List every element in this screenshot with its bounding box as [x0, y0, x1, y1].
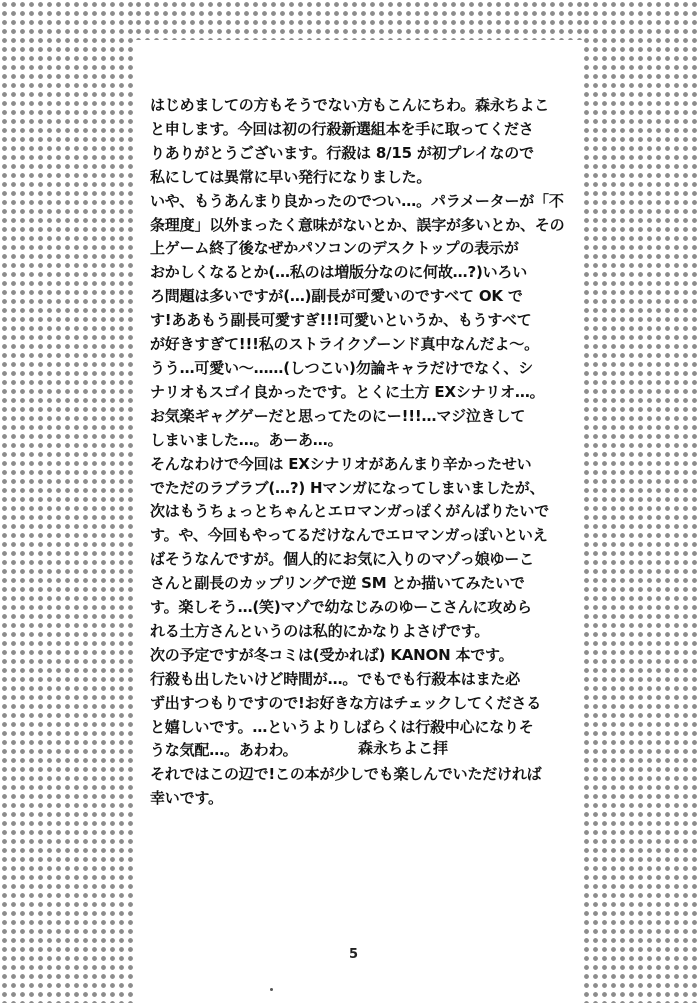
text-line: ナリオもスゴイ良かったです。とくに土方 EXシナリオ…。	[150, 382, 545, 401]
text-line: 次の予定ですが冬コミは(受かれば) KANON 本です。	[150, 645, 514, 664]
text-line: 幸いです。	[150, 789, 223, 808]
text-line: お気楽ギャグゲーだと思ってたのにー!!!…マジ泣きして	[150, 406, 526, 425]
text-line: ろ問題は多いですが(…)副長が可愛いのですべて OK で	[150, 287, 523, 306]
text-line: さんと副長のカップリングで逆 SM とか描いてみたいで	[150, 574, 525, 593]
text-line: す。や、今回もやってるだけなんでエロマンガっぽいといえ	[150, 526, 548, 545]
screentone-border-right	[582, 0, 699, 1003]
text-line: れる土方さんというのは私的にかなりよさげです。	[150, 621, 490, 640]
text-line: 行殺も出したいけど時間が…。でもでも行殺本はまた必	[150, 669, 521, 688]
text-line: いや、もうあんまり良かったのでつい…。パラメーターが「不	[150, 191, 564, 210]
text-line: おかしくなるとか(…私のは増版分なのに何故…?)いろい	[150, 263, 528, 282]
text-line: 次はもうちょっとちゃんとエロマンガっぽくがんばりたいで	[150, 502, 550, 521]
text-line: 条理度」以外まったく意味がないとか、誤字が多いとか、その	[150, 215, 565, 234]
author-signature: 森永ちよこ拝	[358, 739, 449, 757]
text-line: でただのラブラブ(…?) Hマンガになってしまいましたが、	[150, 478, 545, 497]
print-speck	[270, 988, 273, 991]
text-line: うな気配…。あわわ。	[150, 741, 298, 760]
text-line: す!ああもう副長可愛すぎ!!!可愛いというか、もうすべて	[150, 311, 532, 330]
text-line: それではこの辺で!この本が少しでも楽しんでいただければ	[150, 765, 542, 784]
text-line: 私にしては異常に早い発行になりました。	[150, 167, 432, 186]
text-line: はじめましての方もそうでない方もこんにちわ。森永ちよこ	[150, 96, 550, 114]
text-line: と嬉しいです。…というよりしばらくは行殺中心になりそ	[150, 717, 534, 736]
text-line: うう…可愛い～……(しつこい)勿論キャラだけでなく、シ	[150, 358, 534, 377]
text-line: ず出すつもりですので!お好きな方はチェックしてくださる	[150, 693, 541, 712]
screentone-border-left	[0, 0, 134, 1003]
text-line: しまいました…。あーあ…。	[150, 430, 343, 449]
text-line: す。楽しそう…(笑)マゾで幼なじみのゆーこさんに攻めら	[150, 598, 532, 617]
text-line: ばそうなんですが。個人的にお気に入りのマゾっ娘ゆーこ	[150, 550, 534, 569]
text-line: が好きすぎて!!!私のストライクゾーンド真中なんだよ～。	[150, 335, 539, 354]
text-line: そんなわけで今回は EXシナリオがあんまり辛かったせい	[150, 454, 532, 473]
text-line: りありがとうございます。行殺は 8/15 が初プレイなので	[150, 143, 534, 162]
text-line: 上ゲーム終了後なぜかパソコンのデスクトップの表示が	[150, 239, 519, 258]
text-line: と申します。今回は初の行殺新選組本を手に取ってくださ	[150, 119, 534, 138]
page-number: 5	[349, 947, 359, 962]
afterword-text	[150, 94, 578, 808]
screentone-border-top	[134, 0, 582, 40]
